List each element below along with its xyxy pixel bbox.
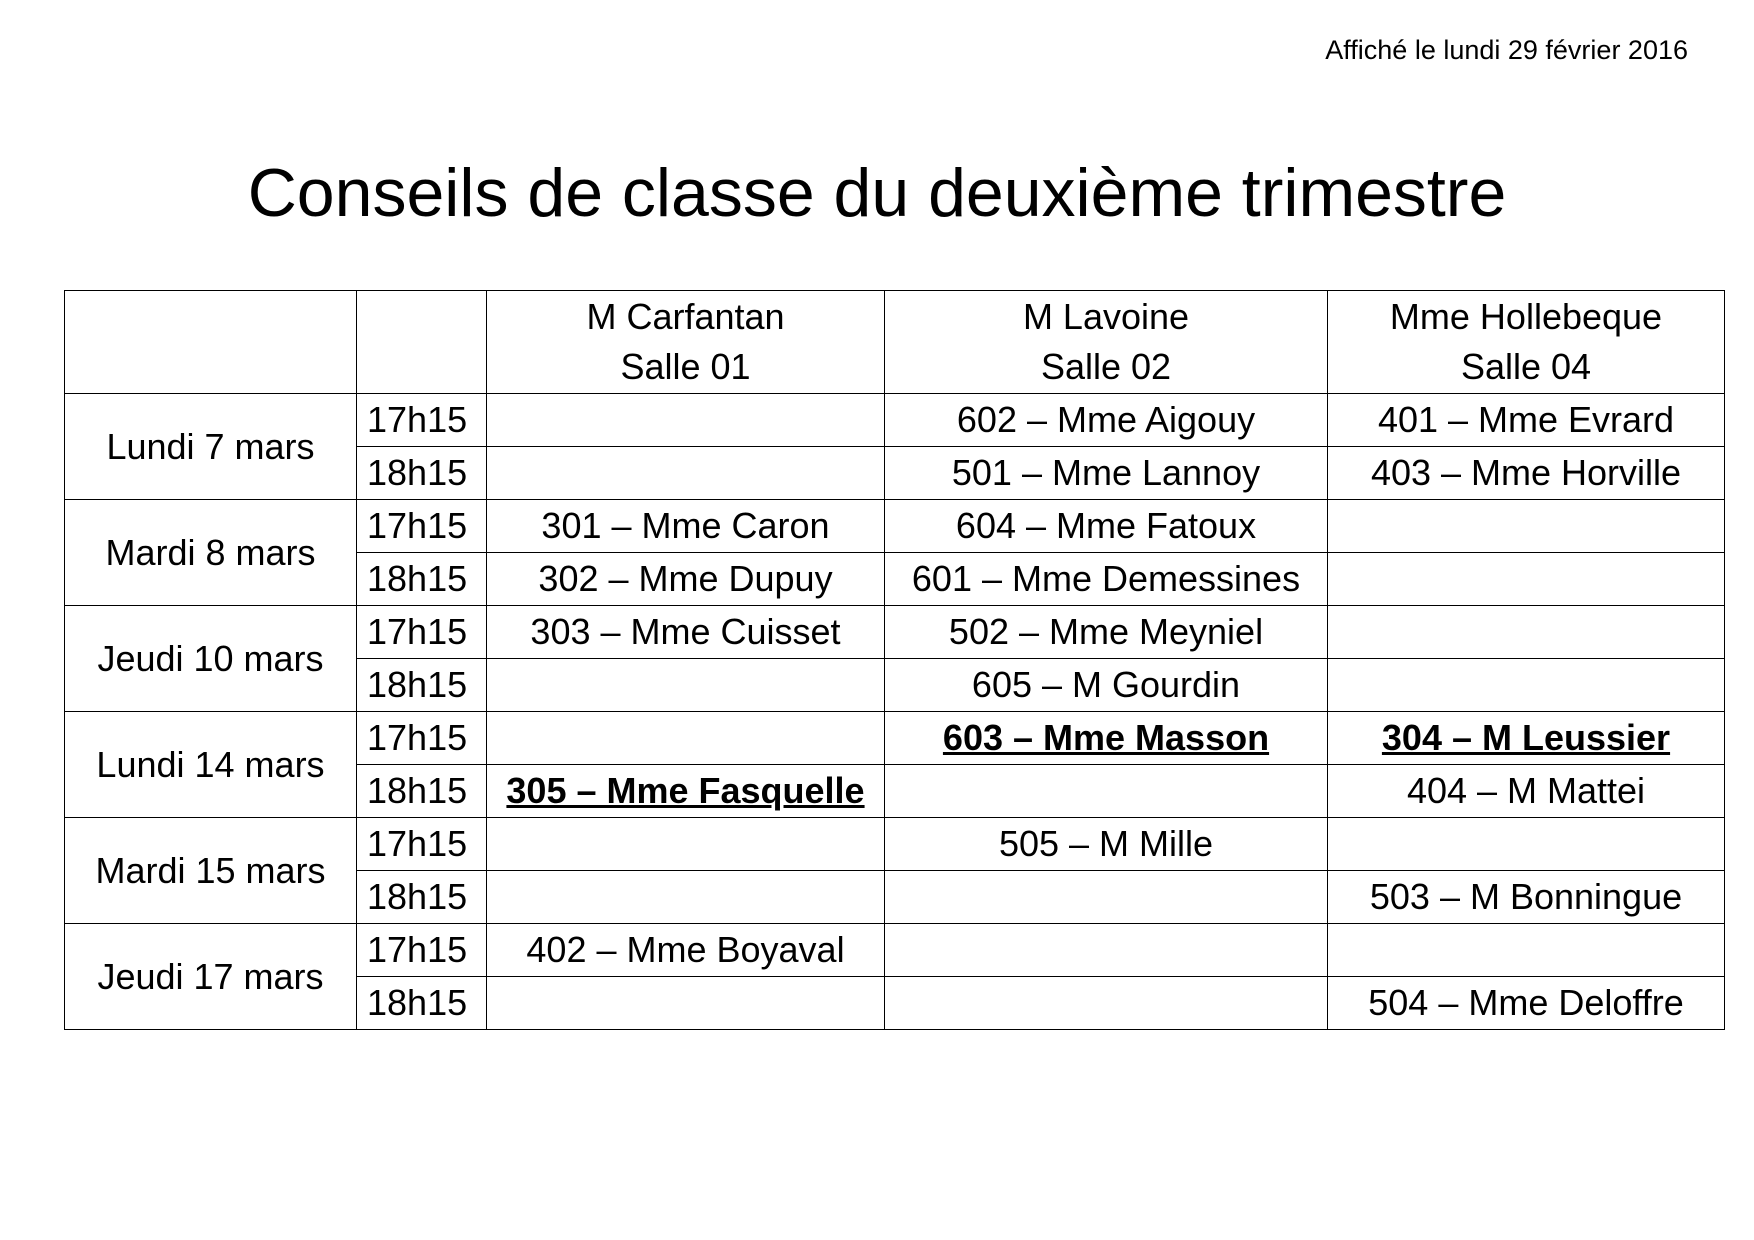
class-council-entry: 402 – Mme Boyaval — [526, 929, 845, 970]
class-council-cell — [885, 765, 1328, 818]
class-council-cell — [885, 924, 1328, 977]
teacher-name: Mme Hollebeque — [1389, 296, 1663, 337]
empty-header-cell — [357, 291, 487, 394]
class-council-cell — [1328, 659, 1725, 712]
class-council-entry: 501 – Mme Lannoy — [951, 452, 1261, 493]
class-council-entry: 403 – Mme Horville — [1370, 452, 1682, 493]
class-council-cell — [487, 818, 885, 871]
class-council-entry: 602 – Mme Aigouy — [956, 399, 1256, 440]
class-council-cell — [885, 818, 1328, 871]
class-council-cell — [487, 606, 885, 659]
table-row — [65, 712, 1725, 765]
day-label: Jeudi 10 mars — [65, 606, 357, 712]
class-council-cell — [885, 871, 1328, 924]
class-council-cell — [885, 977, 1328, 1030]
class-council-cell — [1328, 712, 1725, 765]
page-title: Conseils de classe du deuxième trimestre — [247, 155, 1507, 231]
class-council-entry: 404 – M Mattei — [1406, 770, 1646, 811]
class-council-cell — [1328, 606, 1725, 659]
class-council-cell — [487, 500, 885, 553]
class-council-cell — [1328, 394, 1725, 447]
class-council-cell — [487, 924, 885, 977]
class-council-entry: 604 – Mme Fatoux — [955, 505, 1257, 546]
class-council-cell — [487, 712, 885, 765]
teacher-name: M Lavoine — [1022, 296, 1190, 337]
time-slot: 18h15 — [357, 765, 487, 818]
empty-header-cell — [65, 291, 357, 394]
day-label: Mardi 15 mars — [65, 818, 357, 924]
class-council-cell — [1328, 765, 1725, 818]
time-slot: 18h15 — [357, 659, 487, 712]
room-name: Salle 01 — [620, 346, 751, 387]
table-row — [65, 500, 1725, 553]
class-council-cell — [1328, 553, 1725, 606]
posted-date: Affiché le lundi 29 février 2016 — [1325, 35, 1688, 65]
room-name: Salle 04 — [1460, 346, 1592, 387]
class-council-cell — [1328, 818, 1725, 871]
time-slot: 17h15 — [357, 500, 487, 553]
class-council-entry: 502 – Mme Meyniel — [948, 611, 1264, 652]
class-council-cell — [1328, 500, 1725, 553]
class-council-cell — [487, 447, 885, 500]
class-council-cell — [1328, 924, 1725, 977]
class-council-entry: 503 – M Bonningue — [1369, 876, 1683, 917]
class-council-entry: 603 – Mme Masson — [942, 717, 1270, 758]
room-name: Salle 02 — [1040, 346, 1172, 387]
class-council-entry: 304 – M Leussier — [1381, 717, 1671, 758]
table-row — [65, 924, 1725, 977]
class-council-cell — [1328, 871, 1725, 924]
table-row — [65, 394, 1725, 447]
class-council-cell — [487, 871, 885, 924]
time-slot: 17h15 — [357, 818, 487, 871]
class-council-cell — [487, 394, 885, 447]
time-slot: 17h15 — [357, 394, 487, 447]
day-label: Jeudi 17 mars — [65, 924, 357, 1030]
table-row — [65, 606, 1725, 659]
class-council-cell — [487, 553, 885, 606]
class-council-cell — [885, 394, 1328, 447]
day-label: Lundi 14 mars — [65, 712, 357, 818]
day-label: Mardi 8 mars — [65, 500, 357, 606]
header-row — [65, 291, 1725, 394]
time-slot: 17h15 — [357, 606, 487, 659]
class-council-cell — [1328, 447, 1725, 500]
column-header — [1328, 291, 1725, 394]
schedule-table — [64, 290, 1725, 1030]
class-council-cell — [885, 659, 1328, 712]
class-council-cell — [487, 765, 885, 818]
teacher-name: M Carfantan — [586, 296, 785, 337]
class-council-cell — [885, 500, 1328, 553]
class-council-entry: 305 – Mme Fasquelle — [506, 770, 865, 811]
time-slot: 18h15 — [357, 447, 487, 500]
class-council-entry: 504 – Mme Deloffre — [1368, 982, 1684, 1023]
class-council-cell — [1328, 977, 1725, 1030]
class-council-entry: 401 – Mme Evrard — [1377, 399, 1675, 440]
class-council-cell — [885, 712, 1328, 765]
time-slot: 18h15 — [357, 977, 487, 1030]
class-council-entry: 505 – M Mille — [998, 823, 1214, 864]
class-council-cell — [487, 977, 885, 1030]
class-council-entry: 301 – Mme Caron — [541, 505, 830, 546]
class-council-cell — [487, 659, 885, 712]
class-council-cell — [885, 447, 1328, 500]
column-header — [487, 291, 885, 394]
class-council-entry: 601 – Mme Demessines — [911, 558, 1301, 599]
table-row — [65, 818, 1725, 871]
class-council-entry: 303 – Mme Cuisset — [530, 611, 841, 652]
time-slot: 18h15 — [357, 871, 487, 924]
class-council-entry: 302 – Mme Dupuy — [538, 558, 833, 599]
column-header — [885, 291, 1328, 394]
class-council-cell — [885, 553, 1328, 606]
time-slot: 18h15 — [357, 553, 487, 606]
time-slot: 17h15 — [357, 712, 487, 765]
class-council-entry: 605 – M Gourdin — [971, 664, 1241, 705]
day-label: Lundi 7 mars — [65, 394, 357, 500]
class-council-cell — [885, 606, 1328, 659]
time-slot: 17h15 — [357, 924, 487, 977]
